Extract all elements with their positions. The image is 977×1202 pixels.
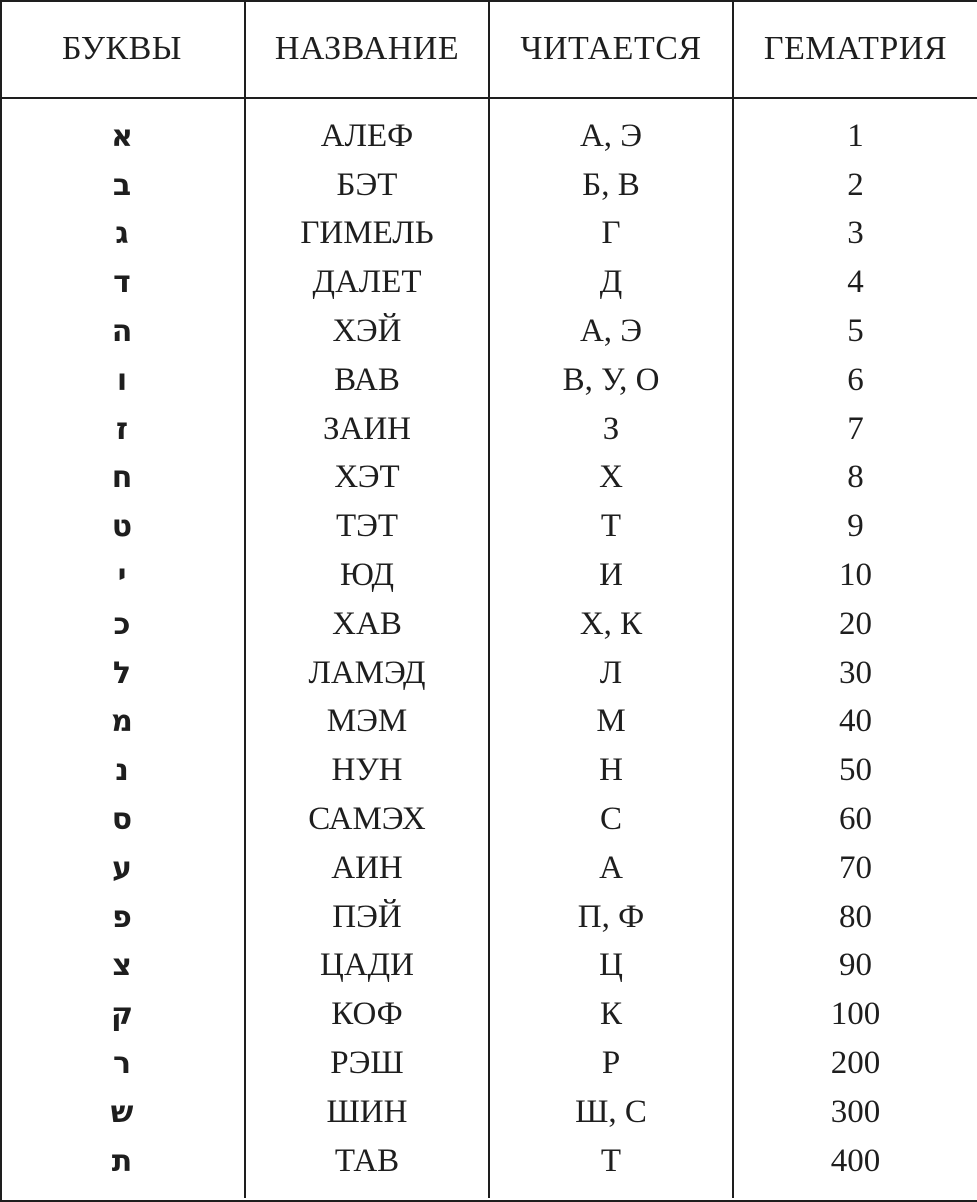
gematria-value: 100 — [830, 996, 881, 1033]
letter-reading: А, Э — [579, 117, 643, 154]
header-gematria: ГЕМАТРИЯ — [763, 29, 948, 67]
hebrew-letter: ז — [115, 411, 128, 447]
letter-reading: З — [602, 410, 620, 447]
table-row — [0, 1088, 977, 1137]
gematria-value: 400 — [830, 1142, 881, 1179]
letter-name: ХАВ — [332, 605, 402, 642]
letter-name: ПЭЙ — [332, 898, 402, 935]
letter-reading: Т — [600, 1142, 622, 1179]
letter-name: ЛАМЭД — [308, 654, 426, 691]
letter-name: ТЭТ — [335, 508, 399, 545]
header-divider — [0, 97, 977, 99]
letter-name: ХЭТ — [334, 459, 400, 496]
table-row — [0, 795, 977, 844]
gematria-value: 60 — [839, 801, 872, 838]
hebrew-letter: ק — [110, 997, 134, 1033]
hebrew-letter: נ — [115, 753, 129, 789]
letter-name: ХЭЙ — [332, 313, 402, 350]
letter-reading: И — [599, 557, 623, 594]
table-row — [0, 893, 977, 942]
letter-reading: Х, К — [579, 605, 643, 642]
table-row — [0, 356, 977, 405]
hebrew-letter: ס — [111, 802, 133, 838]
letter-reading: П, Ф — [577, 898, 645, 935]
letter-reading: Ш, С — [575, 1093, 647, 1130]
table-row — [0, 210, 977, 259]
table-row — [0, 649, 977, 698]
hebrew-letter: ח — [111, 460, 133, 496]
gematria-value: 2 — [847, 166, 864, 203]
gematria-value: 20 — [839, 605, 872, 642]
table-row — [0, 746, 977, 795]
hebrew-letter: ד — [113, 265, 131, 301]
gematria-value: 90 — [839, 947, 872, 984]
gematria-value: 6 — [847, 361, 864, 398]
gematria-value: 9 — [847, 508, 864, 545]
letter-name: АИН — [331, 849, 403, 886]
letter-reading: К — [599, 996, 622, 1033]
hebrew-letter: א — [111, 118, 133, 154]
letter-reading: В, У, О — [562, 361, 660, 398]
gematria-value: 30 — [839, 654, 872, 691]
hebrew-letter: ט — [111, 509, 133, 545]
gematria-value: 10 — [839, 557, 872, 594]
hebrew-letter: כ — [113, 606, 131, 642]
letter-name: БЭТ — [336, 166, 398, 203]
letter-reading: Х — [599, 459, 623, 496]
hebrew-letter: צ — [112, 948, 132, 984]
letter-name: САМЭХ — [308, 801, 426, 838]
hebrew-letter: ע — [112, 850, 132, 886]
letter-reading: Р — [601, 1045, 621, 1082]
letter-name: ГИМЕЛЬ — [300, 215, 434, 252]
letter-name: ЗАИН — [322, 410, 412, 447]
table-row — [0, 600, 977, 649]
gematria-value: 200 — [830, 1045, 881, 1082]
letter-reading: А, Э — [579, 313, 643, 350]
table-row — [0, 1137, 977, 1186]
table-row — [0, 990, 977, 1039]
letter-reading: М — [596, 703, 626, 740]
letter-name: НУН — [331, 752, 403, 789]
hebrew-letter: ר — [112, 1046, 132, 1082]
table-row — [0, 942, 977, 991]
gematria-value: 40 — [839, 703, 872, 740]
gematria-value: 8 — [847, 459, 864, 496]
letter-reading: Г — [601, 215, 621, 252]
letter-name: ДАЛЕТ — [312, 264, 422, 301]
letter-name: РЭШ — [330, 1045, 404, 1082]
letter-reading: Т — [600, 508, 622, 545]
gematria-value: 3 — [847, 215, 864, 252]
table-row — [0, 307, 977, 356]
table-row — [0, 161, 977, 210]
gematria-value: 300 — [830, 1093, 881, 1130]
table-row — [0, 502, 977, 551]
hebrew-letter: ש — [110, 1094, 134, 1130]
letter-name: МЭМ — [326, 703, 408, 740]
table-row — [0, 258, 977, 307]
gematria-value: 80 — [839, 898, 872, 935]
gematria-value: 1 — [847, 117, 864, 154]
gematria-value: 5 — [847, 313, 864, 350]
letter-name: КОФ — [331, 996, 403, 1033]
letter-reading: Н — [599, 752, 623, 789]
hebrew-letter: ל — [112, 655, 132, 691]
hebrew-letter: פ — [112, 899, 132, 935]
letter-reading: Ц — [599, 947, 623, 984]
gematria-value: 50 — [839, 752, 872, 789]
letter-reading: Л — [599, 654, 623, 691]
table-row — [0, 1039, 977, 1088]
header-reading: ЧИТАЕТСЯ — [520, 29, 702, 67]
letter-name: АЛЕФ — [320, 117, 414, 154]
table-row — [0, 698, 977, 747]
hebrew-letter: ב — [112, 167, 132, 203]
letter-name: ТАВ — [334, 1142, 400, 1179]
hebrew-letter: ה — [111, 314, 133, 350]
table-row — [0, 405, 977, 454]
header-letters: БУКВЫ — [62, 29, 182, 67]
letter-name: ЦАДИ — [319, 947, 414, 984]
letter-name: ЮД — [340, 557, 394, 594]
header-name: НАЗВАНИЕ — [274, 29, 460, 67]
hebrew-letter: י — [117, 558, 127, 594]
table-row — [0, 844, 977, 893]
hebrew-letter: ת — [111, 1143, 133, 1179]
hebrew-letter: ג — [115, 216, 129, 252]
gematria-value: 70 — [839, 849, 872, 886]
hebrew-letter: מ — [111, 704, 133, 740]
table-row — [0, 551, 977, 600]
hebrew-letter: ו — [116, 362, 128, 398]
letter-name: ШИН — [326, 1093, 408, 1130]
letter-reading: А — [599, 849, 623, 886]
letter-name: ВАВ — [334, 361, 400, 398]
letter-reading: С — [599, 801, 622, 838]
table-row — [0, 454, 977, 503]
gematria-value: 4 — [847, 264, 864, 301]
gematria-value: 7 — [847, 410, 864, 447]
letter-reading: Д — [599, 264, 623, 301]
letter-reading: Б, В — [582, 166, 640, 203]
table-row — [0, 112, 977, 161]
